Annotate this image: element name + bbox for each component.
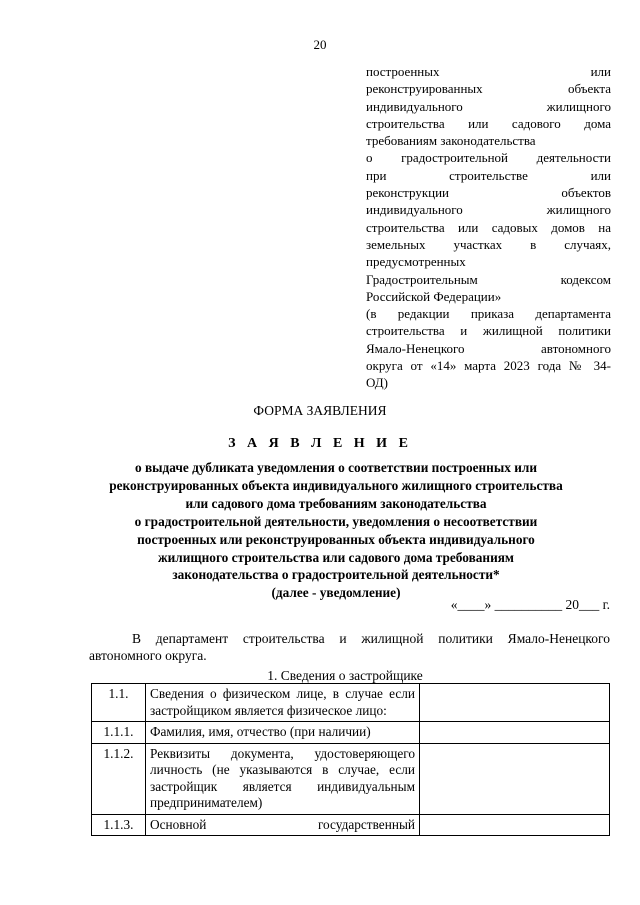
- applicant-info-table: [91, 683, 610, 836]
- subject-line: построенных или реконструированных объекта индивидуального: [137, 531, 535, 547]
- subject-line: жилищного строительства или садового дома требованиям: [158, 549, 514, 565]
- form-title: ФОРМА ЗАЯВЛЕНИЯ: [253, 403, 387, 418]
- recipient-paragraph: [90, 630, 610, 664]
- header-line: о градостроительной деятельности: [366, 150, 611, 166]
- row-description: Сведения о физическом лице, в случае если застройщиком является физическое лицо:: [146, 684, 420, 722]
- header-line: Российской Федерации»: [366, 288, 502, 304]
- table-row: [92, 743, 610, 814]
- row-value-cell[interactable]: [420, 722, 610, 744]
- header-line: при строительстве или: [366, 167, 611, 183]
- subject-line: законодательства о градостроительной деятельности*: [172, 567, 500, 583]
- section-title: 1. Сведения о застройщике: [267, 668, 423, 683]
- row-description: [146, 814, 420, 836]
- header-line: строительства или садовых домов на: [366, 219, 611, 235]
- row-number: 1.1.1.: [92, 722, 146, 744]
- row-value-cell[interactable]: [420, 684, 610, 722]
- header-line: индивидуального жилищного: [366, 98, 611, 114]
- row-number: 1.1.3.: [92, 814, 146, 836]
- subject-line: (далее - уведомление): [271, 585, 401, 601]
- header-line: предусмотренных: [366, 254, 466, 270]
- header-line: построенных или: [366, 64, 611, 79]
- table-row: [92, 684, 610, 722]
- row-value-cell[interactable]: [420, 743, 610, 814]
- row-description-text: Основной государственный: [150, 816, 415, 832]
- row-value-cell[interactable]: [420, 814, 610, 836]
- recipient-line: В департамент строительства и жилищной политики Ямало-Ненецкого: [132, 631, 610, 646]
- subject-line: реконструированных объекта индивидуального жилищного строительства: [109, 477, 563, 493]
- header-line: Ямало-Ненецкого автономного: [366, 340, 611, 356]
- date-line: «____» __________ 20___ г.: [450, 597, 610, 612]
- header-line: земельных участках в случаях,: [366, 236, 611, 252]
- statement-heading: З А Я В Л Е Н И Е: [228, 436, 412, 451]
- recipient-line: автономного округа.: [89, 648, 207, 663]
- approval-header-block: [366, 63, 611, 392]
- subject-line: о выдаче дубликата уведомления о соответствии построенных или: [135, 460, 537, 475]
- page-number: 20: [313, 37, 327, 52]
- subject-line: о градостроительной деятельности, уведомления о несоответствии: [134, 513, 538, 529]
- table-row: [92, 814, 610, 836]
- header-line: строительства или садового дома: [366, 115, 611, 131]
- statement-subject: [60, 459, 612, 602]
- row-number: 1.1.2.: [92, 743, 146, 814]
- row-description: Реквизиты документа, удостоверяющего личность (не указываются в случае, если застройщик является индивидуальным предпринимателем): [146, 743, 420, 814]
- header-line: Градостроительным кодексом: [366, 271, 611, 287]
- header-line: округа от «14» марта 2023 года № 34-: [366, 358, 611, 374]
- subject-line: или садового дома требованиям законодательства: [185, 495, 487, 511]
- header-line: реконструкции объектов: [366, 185, 611, 201]
- header-line: индивидуального жилищного: [366, 202, 611, 218]
- row-number: 1.1.: [92, 684, 146, 722]
- header-line: строительства и жилищной политики: [366, 323, 611, 339]
- header-line: (в редакции приказа департамента: [366, 306, 611, 322]
- header-line: требованиям законодательства: [366, 133, 536, 149]
- header-line: ОД): [366, 375, 388, 391]
- row-description: Фамилия, имя, отчество (при наличии): [146, 722, 420, 744]
- table-row: [92, 722, 610, 744]
- header-line: реконструированных объекта: [366, 81, 611, 97]
